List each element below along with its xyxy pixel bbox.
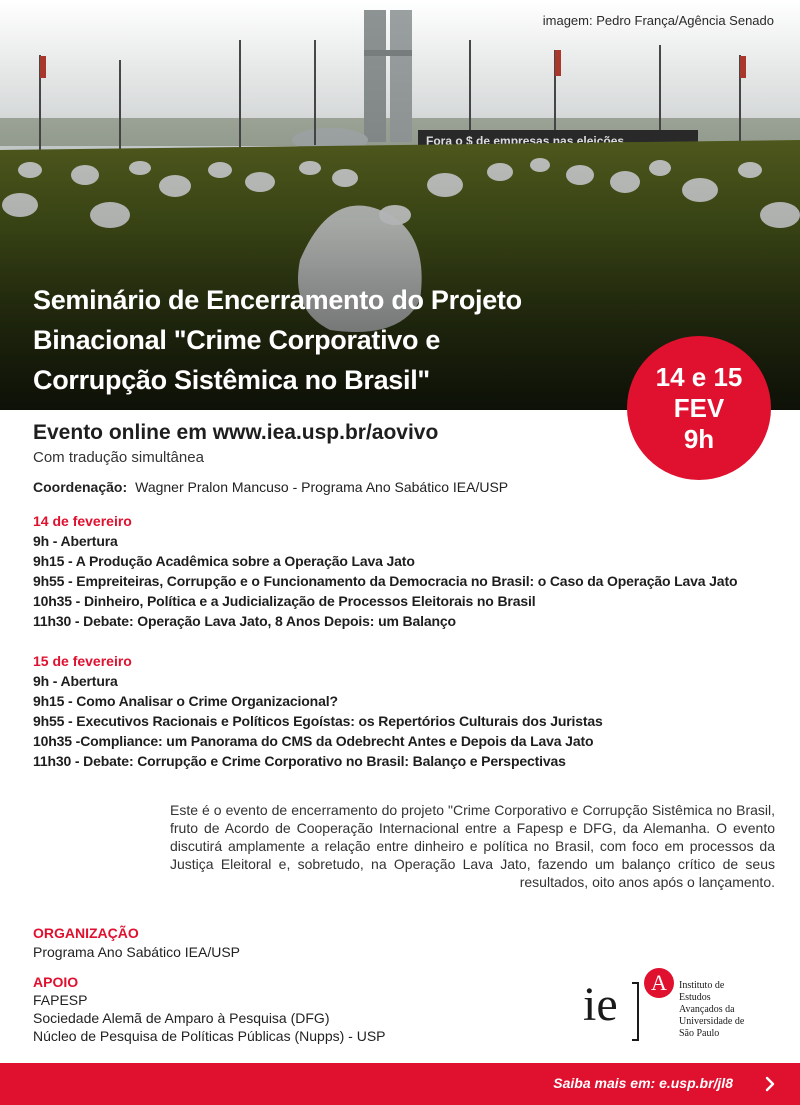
logo-bracket bbox=[632, 982, 639, 1041]
photo-credit: imagem: Pedro França/Agência Senado bbox=[542, 13, 774, 28]
logo-line: São Paulo bbox=[679, 1028, 720, 1039]
chevron-right-icon[interactable] bbox=[762, 1075, 778, 1093]
footer-bar[interactable] bbox=[0, 1063, 800, 1105]
title-line-2: Binacional "Crime Corporativo e bbox=[33, 325, 441, 355]
logo-line: Instituto de bbox=[679, 980, 725, 991]
logo-line: Avançados da bbox=[679, 1004, 735, 1015]
more-info-link[interactable]: Saiba mais em: e.usp.br/jl8 bbox=[553, 1075, 733, 1091]
session-item: 9h - Abertura bbox=[33, 673, 118, 689]
date-days: 14 e 15 bbox=[655, 361, 743, 392]
schedule-day-2 bbox=[33, 651, 603, 771]
event-title bbox=[33, 280, 633, 400]
organization-heading: ORGANIZAÇÃO bbox=[33, 925, 139, 941]
date-month: FEV bbox=[673, 392, 725, 423]
coordination-value: Wagner Pralon Mancuso - Programa Ano Sabático IEA/USP bbox=[135, 479, 509, 495]
session-item: 9h55 - Empreiteiras, Corrupção e o Funcionamento da Democracia no Brasil: o Caso da Operação Lava Jato bbox=[33, 573, 738, 589]
title-line-1: Seminário de Encerramento do Projeto bbox=[33, 285, 522, 315]
title-line-3: Corrupção Sistêmica no Brasil" bbox=[33, 365, 430, 395]
schedule-day-1 bbox=[33, 511, 737, 631]
coordination bbox=[33, 479, 508, 495]
session-item: 9h15 - Como Analisar o Crime Organizacional? bbox=[33, 693, 338, 709]
logo-line: Universidade de bbox=[679, 1016, 745, 1027]
date-time: 9h bbox=[683, 423, 715, 454]
session-item: 9h15 - A Produção Acadêmica sobre a Operação Lava Jato bbox=[33, 553, 415, 569]
coordination-label: Coordenação: bbox=[33, 479, 128, 495]
session-item: 9h55 - Executivos Racionais e Políticos Egoístas: os Repertórios Culturais dos Juristas bbox=[33, 713, 603, 729]
event-description: Este é o evento de encerramento do projeto "Crime Corporativo e Corrupção Sistêmica no Brasil, fruto de Acordo de Cooperação Internacional entre a Fapesp e DFG, da Alemanha. O evento discutirá amplamente a relação entre dinheiro e política no Brasil, com foco em processos da Justiça Eleitoral e, sobretudo, na Operação Lava Jato, fazendo um balanço crítico de seus resultados, oito anos após o lançamento. bbox=[170, 802, 775, 890]
session-item: 10h35 -Compliance: um Panorama do CMS da Odebrecht Antes e Depois da Lava Jato bbox=[33, 733, 594, 749]
day-label: 14 de fevereiro bbox=[33, 513, 132, 529]
day-label: 15 de fevereiro bbox=[33, 653, 132, 669]
online-link[interactable]: Evento online em www.iea.usp.br/aovivo bbox=[33, 421, 439, 444]
support-item: FAPESP bbox=[33, 992, 88, 1008]
support-list bbox=[33, 991, 386, 1045]
logo-mark: A bbox=[644, 968, 674, 998]
logo-ie: ie bbox=[583, 978, 618, 1031]
logo-line: Estudos bbox=[679, 992, 711, 1003]
date-badge bbox=[627, 336, 771, 480]
iea-usp-logo bbox=[583, 968, 783, 1048]
session-item: 9h - Abertura bbox=[33, 533, 118, 549]
session-item: 10h35 - Dinheiro, Política e a Judicialização de Processos Eleitorais no Brasil bbox=[33, 593, 536, 609]
support-item: Sociedade Alemã de Amparo à Pesquisa (DFG) bbox=[33, 1010, 330, 1026]
support-item: Núcleo de Pesquisa de Políticas Públicas (Nupps) - USP bbox=[33, 1028, 386, 1044]
session-item: 11h30 - Debate: Corrupção e Crime Corporativo no Brasil: Balanço e Perspectivas bbox=[33, 753, 566, 769]
organization-name: Programa Ano Sabático IEA/USP bbox=[33, 944, 240, 960]
logo-institution bbox=[679, 980, 744, 1040]
support-heading: APOIO bbox=[33, 974, 79, 990]
translation-note: Com tradução simultânea bbox=[33, 449, 204, 466]
session-item: 11h30 - Debate: Operação Lava Jato, 8 Anos Depois: um Balanço bbox=[33, 613, 456, 629]
